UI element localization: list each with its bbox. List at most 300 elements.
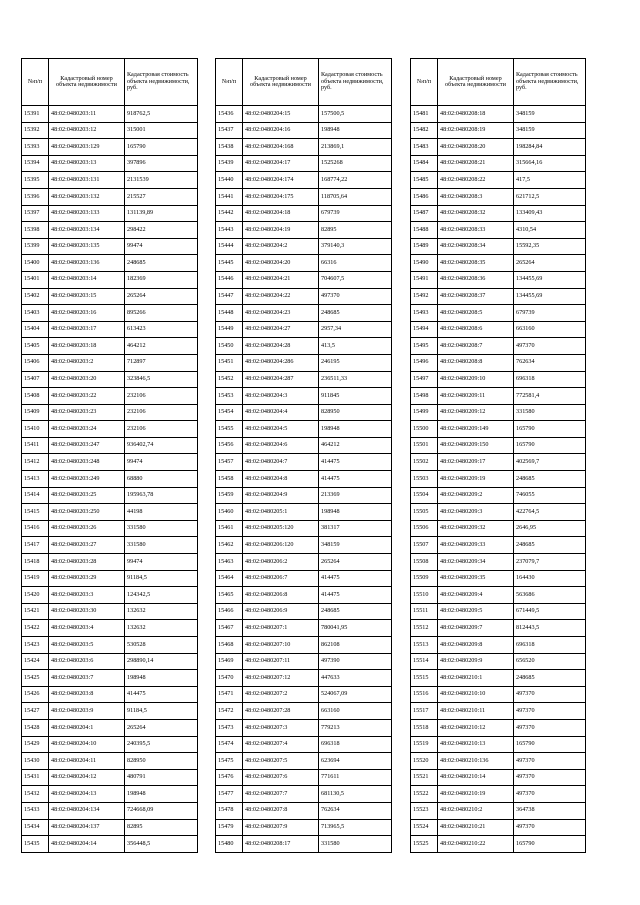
cadastral-number: 48:02:0480208:37	[438, 288, 514, 305]
row-number: 15510	[411, 587, 438, 604]
row-number: 15444	[216, 238, 243, 255]
row-number: 15420	[22, 587, 49, 604]
table-row	[22, 520, 198, 537]
cadastral-value: 397896	[125, 155, 198, 172]
table-row	[411, 487, 586, 504]
cadastral-value: 213869,1	[319, 139, 392, 156]
table-row	[411, 354, 586, 371]
cadastral-number: 48:02:0480209:33	[438, 537, 514, 554]
row-number: 15454	[216, 404, 243, 421]
cadastral-number: 48:02:0480204:4	[243, 404, 319, 421]
row-number: 15484	[411, 155, 438, 172]
cadastral-value: 613423	[125, 321, 198, 338]
cadastral-value: 895266	[125, 305, 198, 322]
row-number: 15492	[411, 288, 438, 305]
header-cadastral-number: Кадастровый номер объекта недвижимости	[438, 59, 514, 106]
cadastral-value: 779213	[319, 719, 392, 736]
table-row	[411, 703, 586, 720]
cadastral-number: 48:02:0480203:12	[49, 122, 125, 139]
row-number: 15506	[411, 520, 438, 537]
cadastral-number: 48:02:0480203:15	[49, 288, 125, 305]
cadastral-value: 165790	[514, 836, 586, 853]
cadastral-number: 48:02:0480203:134	[49, 222, 125, 239]
table-row	[22, 454, 198, 471]
table-row	[411, 222, 586, 239]
table-row	[22, 388, 198, 405]
row-number: 15456	[216, 437, 243, 454]
cadastral-number: 48:02:0480204:10	[49, 736, 125, 753]
cadastral-table-1	[21, 58, 198, 853]
row-number: 15467	[216, 620, 243, 637]
cadastral-number: 48:02:0480207:28	[243, 703, 319, 720]
cadastral-number: 48:02:0480208:17	[243, 836, 319, 853]
header-cadastral-value: Кадастровая стоимость объекта недвижимости, руб.	[125, 59, 198, 106]
cadastral-number: 48:02:0480210:2	[438, 802, 514, 819]
cadastral-number: 48:02:0480204:287	[243, 371, 319, 388]
row-number: 15421	[22, 603, 49, 620]
table-row	[22, 819, 198, 836]
row-number: 15453	[216, 388, 243, 405]
cadastral-value: 1525268	[319, 155, 392, 172]
cadastral-number: 48:02:0480203:14	[49, 271, 125, 288]
table-row	[216, 238, 392, 255]
row-number: 15427	[22, 703, 49, 720]
table-row	[216, 155, 392, 172]
table-row	[22, 338, 198, 355]
row-number: 15512	[411, 620, 438, 637]
table-row	[216, 222, 392, 239]
cadastral-number: 48:02:0480207:9	[243, 819, 319, 836]
table-row	[216, 388, 392, 405]
cadastral-number: 48:02:0480204:14	[49, 836, 125, 853]
table-row	[22, 603, 198, 620]
cadastral-value: 447633	[319, 670, 392, 687]
row-number: 15507	[411, 537, 438, 554]
cadastral-number: 48:02:0480204:12	[49, 769, 125, 786]
row-number: 15520	[411, 753, 438, 770]
cadastral-value: 497370	[514, 338, 586, 355]
table-row	[22, 404, 198, 421]
table-row	[411, 620, 586, 637]
row-number: 15399	[22, 238, 49, 255]
cadastral-value: 165790	[514, 736, 586, 753]
cadastral-number: 48:02:0480204:19	[243, 222, 319, 239]
row-number: 15465	[216, 587, 243, 604]
cadastral-value: 762634	[319, 802, 392, 819]
table-row	[411, 106, 586, 123]
cadastral-number: 48:02:0480204:175	[243, 188, 319, 205]
table-row	[22, 437, 198, 454]
row-number: 15451	[216, 354, 243, 371]
table-row	[22, 271, 198, 288]
row-number: 15464	[216, 570, 243, 587]
row-number: 15422	[22, 620, 49, 637]
row-number: 15493	[411, 305, 438, 322]
row-number: 15396	[22, 188, 49, 205]
header-cadastral-value: Кадастровая стоимость объекта недвижимости, руб.	[319, 59, 392, 106]
cadastral-number: 48:02:0480208:5	[438, 305, 514, 322]
row-number: 15401	[22, 271, 49, 288]
table-row	[411, 554, 586, 571]
cadastral-value: 82895	[319, 222, 392, 239]
cadastral-number: 48:02:0480208:20	[438, 139, 514, 156]
table-row	[22, 719, 198, 736]
table-row	[411, 603, 586, 620]
cadastral-value: 131139,89	[125, 205, 198, 222]
row-number: 15471	[216, 686, 243, 703]
cadastral-value: 99474	[125, 454, 198, 471]
table-row	[22, 570, 198, 587]
table-row	[22, 421, 198, 438]
cadastral-number: 48:02:0480203:22	[49, 388, 125, 405]
row-number: 15508	[411, 554, 438, 571]
table-row	[216, 537, 392, 554]
cadastral-value: 414475	[319, 587, 392, 604]
cadastral-value: 82895	[125, 819, 198, 836]
table-row	[22, 653, 198, 670]
cadastral-number: 48:02:0480204:18	[243, 205, 319, 222]
cadastral-number: 48:02:0480204:23	[243, 305, 319, 322]
row-number: 15497	[411, 371, 438, 388]
row-number: 15418	[22, 554, 49, 571]
cadastral-value: 99474	[125, 238, 198, 255]
row-number: 15412	[22, 454, 49, 471]
cadastral-number: 48:02:0480208:8	[438, 354, 514, 371]
table-row	[216, 753, 392, 770]
cadastral-number: 48:02:0480208:3	[438, 188, 514, 205]
row-number: 15425	[22, 670, 49, 687]
table-row	[216, 836, 392, 853]
cadastral-value: 165790	[125, 139, 198, 156]
cadastral-number: 48:02:0480208:35	[438, 255, 514, 272]
cadastral-number: 48:02:0480203:26	[49, 520, 125, 537]
row-number: 15495	[411, 338, 438, 355]
cadastral-value: 91184,5	[125, 703, 198, 720]
cadastral-value: 99474	[125, 554, 198, 571]
cadastral-number: 48:02:0480209:10	[438, 371, 514, 388]
cadastral-value: 132632	[125, 620, 198, 637]
cadastral-number: 48:02:0480204:1	[49, 719, 125, 736]
table-row	[411, 205, 586, 222]
cadastral-value: 497370	[514, 819, 586, 836]
table-row	[411, 139, 586, 156]
cadastral-value: 165790	[514, 421, 586, 438]
cadastral-value: 656520	[514, 653, 586, 670]
cadastral-number: 48:02:0480203:9	[49, 703, 125, 720]
cadastral-number: 48:02:0480204:9	[243, 487, 319, 504]
cadastral-number: 48:02:0480204:16	[243, 122, 319, 139]
cadastral-number: 48:02:0480210:1	[438, 670, 514, 687]
cadastral-number: 48:02:0480204:2	[243, 238, 319, 255]
row-number: 15490	[411, 255, 438, 272]
header-cadastral-number: Кадастровый номер объекта недвижимости	[243, 59, 319, 106]
row-number: 15413	[22, 471, 49, 488]
row-number: 15481	[411, 106, 438, 123]
row-number: 15437	[216, 122, 243, 139]
cadastral-value: 168774,22	[319, 172, 392, 189]
cadastral-value: 712897	[125, 354, 198, 371]
cadastral-number: 48:02:0480203:135	[49, 238, 125, 255]
cadastral-value: 232106	[125, 388, 198, 405]
cadastral-value: 66316	[319, 255, 392, 272]
table-body	[216, 106, 392, 853]
row-number: 15514	[411, 653, 438, 670]
cadastral-number: 48:02:0480209:150	[438, 437, 514, 454]
table-row	[216, 819, 392, 836]
row-number: 15414	[22, 487, 49, 504]
cadastral-number: 48:02:0480210:136	[438, 753, 514, 770]
row-number: 15457	[216, 454, 243, 471]
row-number: 15498	[411, 388, 438, 405]
cadastral-number: 48:02:0480203:16	[49, 305, 125, 322]
row-number: 15400	[22, 255, 49, 272]
cadastral-table-3	[410, 58, 586, 853]
cadastral-number: 48:02:0480204:17	[243, 155, 319, 172]
table-body	[22, 106, 198, 853]
cadastral-value: 497370	[514, 753, 586, 770]
cadastral-number: 48:02:0480210:12	[438, 719, 514, 736]
cadastral-value: 198284,84	[514, 139, 586, 156]
cadastral-number: 48:02:0480210:10	[438, 686, 514, 703]
cadastral-number: 48:02:0480209:11	[438, 388, 514, 405]
row-number: 15447	[216, 288, 243, 305]
row-number: 15489	[411, 238, 438, 255]
cadastral-value: 265264	[514, 255, 586, 272]
cadastral-number: 48:02:0480209:9	[438, 653, 514, 670]
cadastral-number: 48:02:0480203:249	[49, 471, 125, 488]
table-row	[22, 753, 198, 770]
cadastral-value: 248685	[125, 255, 198, 272]
table-row	[216, 338, 392, 355]
table-row	[22, 354, 198, 371]
row-number: 15431	[22, 769, 49, 786]
row-number: 15407	[22, 371, 49, 388]
cadastral-value: 812443,5	[514, 620, 586, 637]
row-number: 15462	[216, 537, 243, 554]
table-row	[22, 205, 198, 222]
table-row	[411, 122, 586, 139]
cadastral-value: 771611	[319, 769, 392, 786]
cadastral-value: 198948	[319, 122, 392, 139]
table-row	[22, 620, 198, 637]
table-row	[411, 371, 586, 388]
cadastral-number: 48:02:0480208:6	[438, 321, 514, 338]
cadastral-value: 215527	[125, 188, 198, 205]
cadastral-value: 331580	[125, 520, 198, 537]
cadastral-value: 248685	[319, 603, 392, 620]
cadastral-value: 671449,5	[514, 603, 586, 620]
row-number: 15478	[216, 802, 243, 819]
row-number: 15501	[411, 437, 438, 454]
row-number: 15487	[411, 205, 438, 222]
table-row	[216, 454, 392, 471]
cadastral-value: 497370	[514, 703, 586, 720]
table-row	[216, 719, 392, 736]
table-row	[22, 537, 198, 554]
row-number: 15461	[216, 520, 243, 537]
table-row	[22, 371, 198, 388]
table-row	[216, 172, 392, 189]
cadastral-number: 48:02:0480208:33	[438, 222, 514, 239]
table-row	[22, 122, 198, 139]
table-row	[216, 371, 392, 388]
row-number: 15463	[216, 554, 243, 571]
row-number: 15475	[216, 753, 243, 770]
cadastral-value: 696318	[319, 736, 392, 753]
table-row	[411, 155, 586, 172]
cadastral-table-2	[215, 58, 392, 853]
cadastral-number: 48:02:0480208:22	[438, 172, 514, 189]
cadastral-value: 524067,09	[319, 686, 392, 703]
cadastral-value: 704607,5	[319, 271, 392, 288]
table-row	[216, 587, 392, 604]
cadastral-value: 248685	[514, 471, 586, 488]
table-row	[22, 172, 198, 189]
row-number: 15441	[216, 188, 243, 205]
row-number: 15392	[22, 122, 49, 139]
cadastral-value: 681130,5	[319, 786, 392, 803]
cadastral-number: 48:02:0480207:12	[243, 670, 319, 687]
table-row	[411, 819, 586, 836]
row-number: 15482	[411, 122, 438, 139]
table-row	[22, 736, 198, 753]
table-row	[216, 255, 392, 272]
table-row	[216, 504, 392, 521]
table-row	[22, 188, 198, 205]
table-row	[22, 139, 198, 156]
row-number: 15525	[411, 836, 438, 853]
row-number: 15416	[22, 520, 49, 537]
cadastral-number: 48:02:0480205:1	[243, 504, 319, 521]
row-number: 15446	[216, 271, 243, 288]
table-row	[22, 769, 198, 786]
cadastral-value: 663160	[514, 321, 586, 338]
cadastral-number: 48:02:0480208:21	[438, 155, 514, 172]
table-row	[216, 670, 392, 687]
cadastral-number: 48:02:0480204:8	[243, 471, 319, 488]
table-row	[216, 354, 392, 371]
cadastral-number: 48:02:0480203:132	[49, 188, 125, 205]
row-number: 15393	[22, 139, 49, 156]
row-number: 15502	[411, 454, 438, 471]
cadastral-value: 713965,5	[319, 819, 392, 836]
row-number: 15488	[411, 222, 438, 239]
table-row	[411, 753, 586, 770]
table-row	[411, 288, 586, 305]
row-number: 15403	[22, 305, 49, 322]
table-row	[411, 836, 586, 853]
cadastral-number: 48:02:0480203:8	[49, 686, 125, 703]
row-number: 15519	[411, 736, 438, 753]
cadastral-value: 2646,95	[514, 520, 586, 537]
row-number: 15436	[216, 106, 243, 123]
cadastral-number: 48:02:0480204:174	[243, 172, 319, 189]
row-number: 15410	[22, 421, 49, 438]
cadastral-number: 48:02:0480204:6	[243, 437, 319, 454]
cadastral-value: 265264	[125, 719, 198, 736]
table-row	[411, 338, 586, 355]
cadastral-number: 48:02:0480204:3	[243, 388, 319, 405]
cadastral-number: 48:02:0480207:3	[243, 719, 319, 736]
table-row	[216, 188, 392, 205]
table-row	[22, 487, 198, 504]
row-number: 15494	[411, 321, 438, 338]
cadastral-number: 48:02:0480209:19	[438, 471, 514, 488]
row-number: 15391	[22, 106, 49, 123]
cadastral-number: 48:02:0480209:32	[438, 520, 514, 537]
cadastral-value: 182369	[125, 271, 198, 288]
row-number: 15505	[411, 504, 438, 521]
table-row	[216, 620, 392, 637]
cadastral-number: 48:02:0480209:5	[438, 603, 514, 620]
row-number: 15452	[216, 371, 243, 388]
cadastral-value: 480791	[125, 769, 198, 786]
cadastral-number: 48:02:0480204:13	[49, 786, 125, 803]
cadastral-number: 48:02:0480204:20	[243, 255, 319, 272]
table-row	[411, 188, 586, 205]
cadastral-number: 48:02:0480207:8	[243, 802, 319, 819]
cadastral-value: 828950	[319, 404, 392, 421]
cadastral-value: 331580	[514, 404, 586, 421]
cadastral-number: 48:02:0480204:21	[243, 271, 319, 288]
table-row	[216, 271, 392, 288]
row-number: 15518	[411, 719, 438, 736]
cadastral-value: 413,5	[319, 338, 392, 355]
header-number: №п/п	[216, 59, 243, 106]
cadastral-number: 48:02:0480209:12	[438, 404, 514, 421]
cadastral-number: 48:02:0480203:2	[49, 354, 125, 371]
cadastral-value: 862108	[319, 637, 392, 654]
row-number: 15469	[216, 653, 243, 670]
cadastral-value: 265264	[319, 554, 392, 571]
cadastral-value: 364738	[514, 802, 586, 819]
cadastral-value: 828950	[125, 753, 198, 770]
cadastral-value: 237079,7	[514, 554, 586, 571]
cadastral-value: 44198	[125, 504, 198, 521]
cadastral-number: 48:02:0480204:27	[243, 321, 319, 338]
row-number: 15480	[216, 836, 243, 853]
cadastral-value: 195963,78	[125, 487, 198, 504]
cadastral-number: 48:02:0480204:22	[243, 288, 319, 305]
cadastral-number: 48:02:0480207:6	[243, 769, 319, 786]
header-number: №п/п	[22, 59, 49, 106]
table-row	[411, 802, 586, 819]
row-number: 15476	[216, 769, 243, 786]
cadastral-number: 48:02:0480208:32	[438, 205, 514, 222]
cadastral-number: 48:02:0480203:4	[49, 620, 125, 637]
cadastral-value: 315001	[125, 122, 198, 139]
cadastral-value: 248685	[514, 537, 586, 554]
cadastral-number: 48:02:0480209:34	[438, 554, 514, 571]
row-number: 15438	[216, 139, 243, 156]
row-number: 15395	[22, 172, 49, 189]
table-row	[411, 653, 586, 670]
cadastral-value: 124342,5	[125, 587, 198, 604]
cadastral-value: 265264	[125, 288, 198, 305]
cadastral-number: 48:02:0480209:3	[438, 504, 514, 521]
table-row	[216, 437, 392, 454]
row-number: 15397	[22, 205, 49, 222]
row-number: 15409	[22, 404, 49, 421]
table-row	[216, 520, 392, 537]
table-row	[216, 554, 392, 571]
table-header-row	[411, 59, 586, 106]
table-row	[22, 255, 198, 272]
cadastral-number: 48:02:0480209:8	[438, 637, 514, 654]
row-number: 15509	[411, 570, 438, 587]
row-number: 15405	[22, 338, 49, 355]
cadastral-value: 918762,5	[125, 106, 198, 123]
